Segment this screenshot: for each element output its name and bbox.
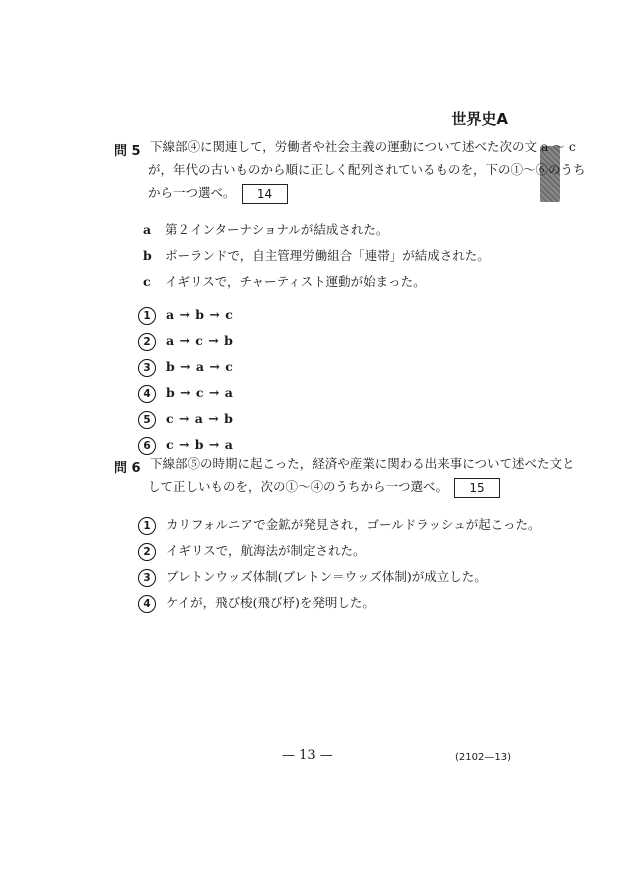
circled-number: 3: [138, 359, 156, 377]
choice-text: ケイが，飛び梭(飛び杼)を発明した。: [166, 595, 375, 610]
q6-choice-2[interactable]: [138, 538, 541, 564]
circled-number: 3: [138, 569, 156, 587]
choice-text: イギリスで，航海法が制定された。: [166, 543, 366, 558]
choice-text: c → b → a: [166, 437, 234, 452]
q5-choice-5[interactable]: [138, 406, 233, 432]
statement-text: ポーランドで，自主管理労働組合「連帯」が結成された。: [165, 248, 490, 263]
exam-code: (2102—13): [455, 752, 511, 763]
circled-number: 5: [138, 411, 156, 429]
choice-text: ブレトンウッズ体制(ブレトン＝ウッズ体制)が成立した。: [166, 569, 487, 584]
q5-choice-4[interactable]: [138, 380, 233, 406]
q5-line-1: 下線部④に関連して，労働者や社会主義の運動について述べた次の文 a ～ c: [150, 139, 576, 154]
choice-text: c → a → b: [166, 411, 234, 426]
statement-letter: a: [143, 222, 152, 237]
choice-text: カリフォルニアで金鉱が発見され，ゴールドラッシュが起こった。: [166, 517, 541, 532]
statement-b: [143, 243, 490, 269]
q5-choice-2[interactable]: [138, 328, 233, 354]
circled-number: 2: [138, 543, 156, 561]
statement-c: [143, 269, 490, 295]
q6-label: 問 6: [114, 461, 141, 476]
q6-choice-3[interactable]: [138, 564, 541, 590]
q5-line-2: が，年代の古いものから順に正しく配列されているものを，下の①～⑥のうち: [148, 162, 586, 177]
q5-answer-box: 14: [242, 184, 288, 204]
q5-choice-1[interactable]: [138, 302, 233, 328]
q5-choice-3[interactable]: [138, 354, 233, 380]
q5-line-3-wrap: [148, 182, 288, 204]
choice-text: b → c → a: [166, 385, 234, 400]
q6-answer-box: 15: [454, 478, 500, 498]
q6-line-1: 下線部⑤の時期に起こった，経済や産業に関わる出来事について述べた文と: [150, 456, 575, 471]
choice-text: a → b → c: [166, 307, 234, 322]
circled-number: 6: [138, 437, 156, 455]
q6-line-2: して正しいものを，次の①～④のうちから一つ選べ。: [148, 479, 449, 494]
statement-letter: c: [143, 274, 151, 289]
statement-text: 第２インターナショナルが結成された。: [165, 222, 389, 237]
circled-number: 1: [138, 517, 156, 535]
q5-statements: [143, 217, 490, 295]
circled-number: 4: [138, 385, 156, 403]
q6-choice-1[interactable]: [138, 512, 541, 538]
circled-number: 4: [138, 595, 156, 613]
circled-number: 2: [138, 333, 156, 351]
statement-letter: b: [143, 248, 152, 263]
choice-text: a → c → b: [166, 333, 234, 348]
q6-line-2-wrap: [148, 476, 500, 498]
q5-line-3: から一つ選べ。: [148, 185, 236, 200]
page-number: — 13 —: [282, 748, 333, 763]
q5-label: 問 5: [114, 144, 141, 159]
q6-choices: [138, 512, 541, 616]
circled-number: 1: [138, 307, 156, 325]
subject-title: 世界史A: [451, 110, 508, 128]
statement-text: イギリスで，チャーティスト運動が始まった。: [165, 274, 426, 289]
q6-choice-4[interactable]: [138, 590, 541, 616]
q5-choices: [138, 302, 233, 458]
statement-a: [143, 217, 490, 243]
choice-text: b → a → c: [166, 359, 234, 374]
